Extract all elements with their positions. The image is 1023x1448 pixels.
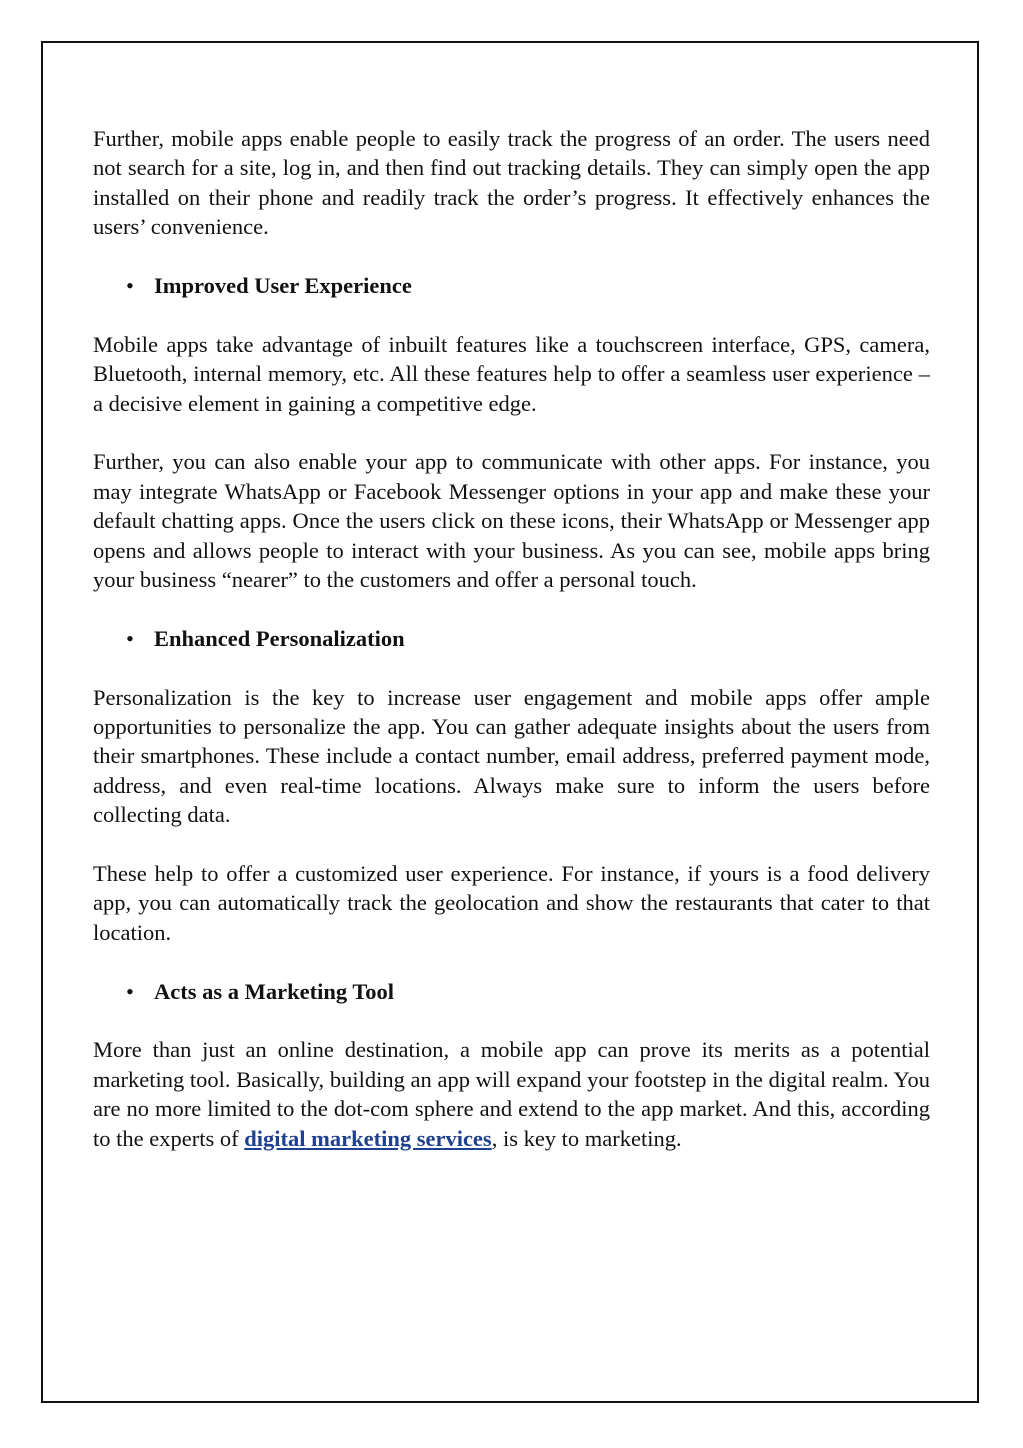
paragraph-marketing-tail: , is key to marketing. (491, 1125, 682, 1151)
paragraph-tracking: Further, mobile apps enable people to easily track the progress of an order. The users need not search for a site, log in, and then find out tracking details. They can simply open the app installed on their phone and readily track the order’s progress. It effectively enhances the users’ convenience. (93, 126, 930, 240)
heading-text: Acts as a Marketing Tool (154, 978, 395, 1004)
heading-enhanced-personalization (93, 624, 930, 653)
paragraph-customized-experience: These help to offer a customized user experience. For instance, if yours is a food delivery app, you can automatically track the geolocation and show the restaurants that cater to that location. (93, 861, 930, 945)
digital-marketing-services-link[interactable]: digital marketing services (244, 1125, 492, 1151)
document-body (93, 124, 930, 1182)
paragraph-marketing (93, 1035, 930, 1153)
paragraph-personalization: Personalization is the key to increase user engagement and mobile apps offer ample opportunities to personalize the app. You can gather adequate insights about the users from their smartphones. These include a contact number, email address, preferred payment mode, address, and even real-time locations. Always make sure to inform the users before collecting data. (93, 684, 930, 828)
bullet-icon: • (126, 978, 134, 1004)
bullet-icon: • (126, 625, 134, 651)
heading-text: Improved User Experience (154, 273, 412, 299)
paragraph-marketing-text: More than just an online destination, a mobile app can prove its merits as a potential marketing tool. Basically, building an app will expand your footstep in the digital realm. You are no more limited to the dot-com sphere and extend to the app market. And this, according to the experts of (93, 1037, 930, 1151)
heading-improved-user-experience (93, 271, 930, 300)
heading-text: Enhanced Personalization (154, 625, 405, 651)
paragraph-inbuilt-features: Mobile apps take advantage of inbuilt features like a touchscreen interface, GPS, camera, Bluetooth, internal memory, etc. All these features help to offer a seamless user experience – a decisive element in gaining a competitive edge. (93, 331, 930, 416)
paragraph-communicate-apps: Further, you can also enable your app to communicate with other apps. For instance, you may integrate WhatsApp or Facebook Messenger options in your app and make these your default chatting apps. Once the users click on these icons, their WhatsApp or Messenger app opens and allows people to interact with your business. As you can see, mobile apps bring your business “nearer” to the customers and offer a personal touch. (93, 449, 930, 593)
bullet-icon: • (126, 273, 134, 299)
heading-marketing-tool (93, 977, 930, 1006)
